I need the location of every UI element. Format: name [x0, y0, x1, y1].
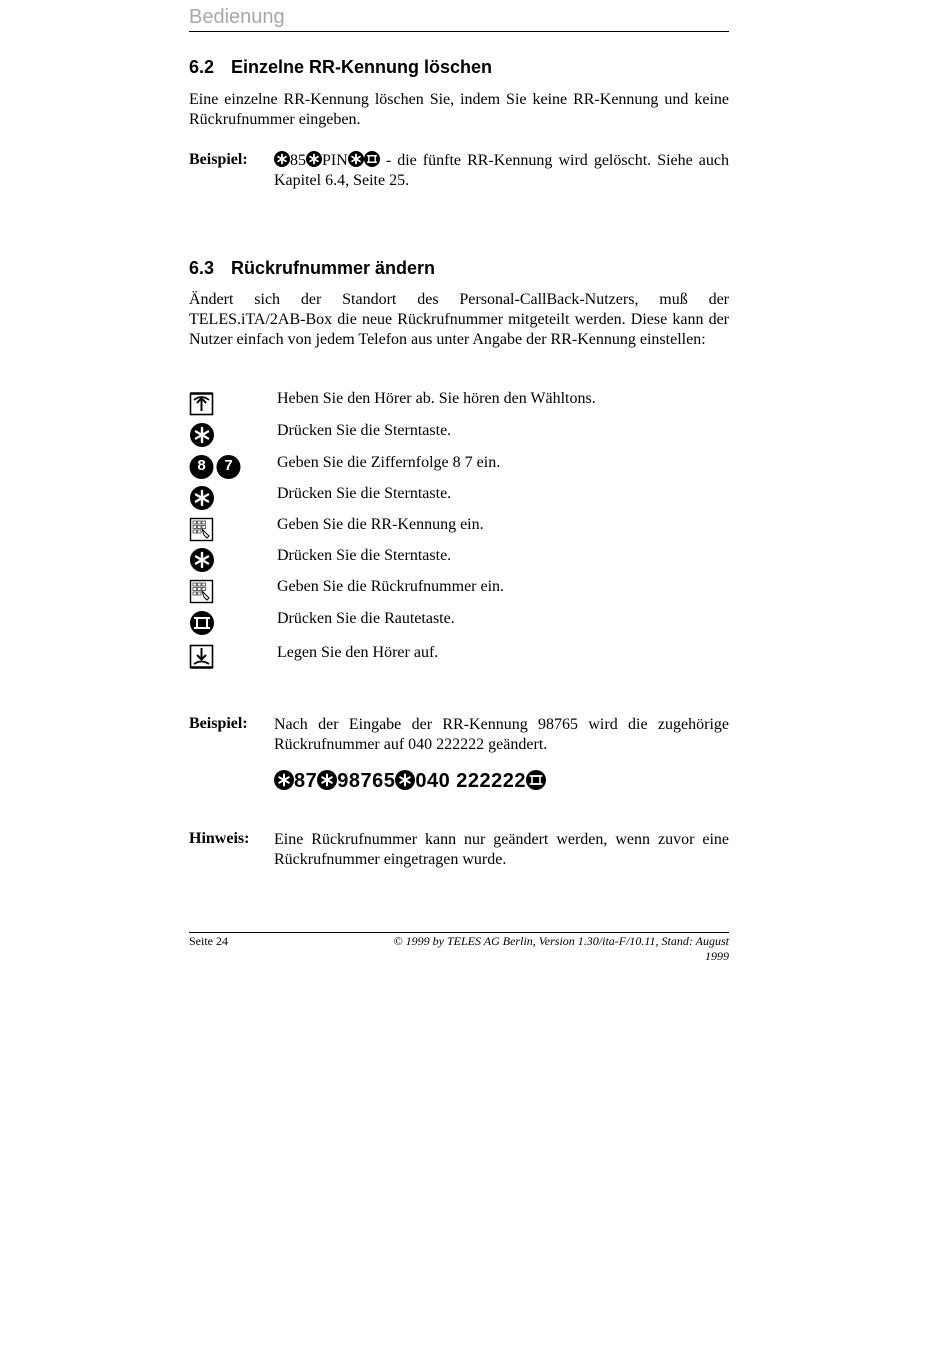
hash-key-icon: [526, 770, 546, 790]
example-6-2-text: [274, 151, 729, 191]
star-key-icon: [189, 547, 215, 578]
star-key-icon: [274, 151, 290, 167]
sequence-rr-id: 98765: [337, 770, 396, 792]
step-press-star: [189, 547, 729, 575]
step-text: Drücken Sie die Sterntaste.: [277, 422, 452, 439]
step-text: Drücken Sie die Sterntaste.: [277, 547, 452, 564]
star-key-icon: [189, 485, 215, 516]
example-explanation: - die fünfte RR-Kennung wird gelöscht. Siehe auch Kapitel 6.4, Seite 25.: [274, 152, 729, 189]
note-label: Hinweis:: [189, 830, 250, 847]
dial-sequence: [274, 770, 546, 793]
section-title: Rückrufnummer ändern: [231, 258, 436, 278]
step-text: Drücken Sie die Rautetaste.: [277, 610, 455, 627]
star-key-icon: [274, 770, 294, 790]
keypad-entry-icon: [189, 516, 215, 547]
page-number: Seite 24: [189, 934, 228, 948]
digit-keys-icon: [189, 454, 243, 485]
section-6-2-intro: Eine einzelne RR-Kennung löschen Sie, indem Sie keine RR-Kennung und keine Rückrufnummer eingeben.: [189, 91, 729, 128]
example-code-digits: 85: [290, 152, 306, 169]
step-text: Geben Sie die Ziffernfolge 8 7 ein.: [277, 454, 501, 471]
step-press-hash: [189, 610, 729, 638]
footer-copyright: © 1999 by TELES AG Berlin, Version 1.30/ita-F/10.11, Stand: August 1999: [393, 934, 729, 963]
section-6-2-heading: [189, 57, 492, 78]
step-text: Geben Sie die RR-Kennung ein.: [277, 516, 484, 533]
digit-7: 7: [224, 457, 233, 474]
header-rule: [189, 31, 729, 32]
example-code-pin: PIN: [322, 152, 348, 169]
example-6-3-text: Nach der Eingabe der RR-Kennung 98765 wird die zugehörige Rückrufnummer auf 040 222222 geändert.: [274, 716, 729, 753]
star-key-icon: [317, 770, 337, 790]
step-text: Drücken Sie die Sterntaste.: [277, 485, 452, 502]
step-text: Geben Sie die Rückrufnummer ein.: [277, 578, 505, 595]
step-enter-digits: [189, 454, 729, 482]
section-number: 6.2: [189, 57, 215, 77]
keypad-entry-icon: [189, 578, 215, 609]
handset-hangup-icon: [189, 644, 215, 675]
step-press-star: [189, 485, 729, 513]
section-title: Einzelne RR-Kennung löschen: [231, 57, 493, 77]
step-enter-callback-number: [189, 578, 729, 606]
running-header: Bedienung: [189, 6, 285, 28]
step-text: Legen Sie den Hörer auf.: [277, 644, 439, 661]
step-enter-id: [189, 516, 729, 544]
note-text: Eine Rückrufnummer kann nur geändert werden, wenn zuvor eine Rückrufnummer eingetragen wurde.: [274, 831, 729, 868]
example-label: Beispiel:: [189, 715, 248, 732]
step-press-star: [189, 422, 729, 450]
hash-key-icon: [364, 151, 380, 167]
section-6-3-intro: Ändert sich der Standort des Personal-CallBack-Nutzers, muß der TELES.iTA/2AB-Box die neue Rückrufnummer mitgeteilt werden. Diese kann der Nutzer einfach von jedem Telefon aus unter Angabe der RR-Kennung einstellen:: [189, 291, 729, 348]
footer-rule: [189, 932, 729, 933]
sequence-callback-number: 040 222222: [415, 770, 527, 792]
step-hang-up: [189, 644, 729, 672]
section-6-3-heading: [189, 258, 435, 279]
handset-lift-icon: [189, 390, 215, 421]
sequence-code: 87: [294, 770, 318, 792]
digit-8: 8: [197, 457, 206, 474]
star-key-icon: [348, 151, 364, 167]
star-key-icon: [306, 151, 322, 167]
example-label: Beispiel:: [189, 151, 248, 168]
star-key-icon: [189, 422, 215, 453]
star-key-icon: [395, 770, 415, 790]
hash-key-icon: [189, 610, 215, 641]
step-text: Heben Sie den Hörer ab. Sie hören den Wähltons.: [277, 390, 596, 407]
section-number: 6.3: [189, 258, 215, 278]
step-lift-handset: [189, 390, 729, 418]
